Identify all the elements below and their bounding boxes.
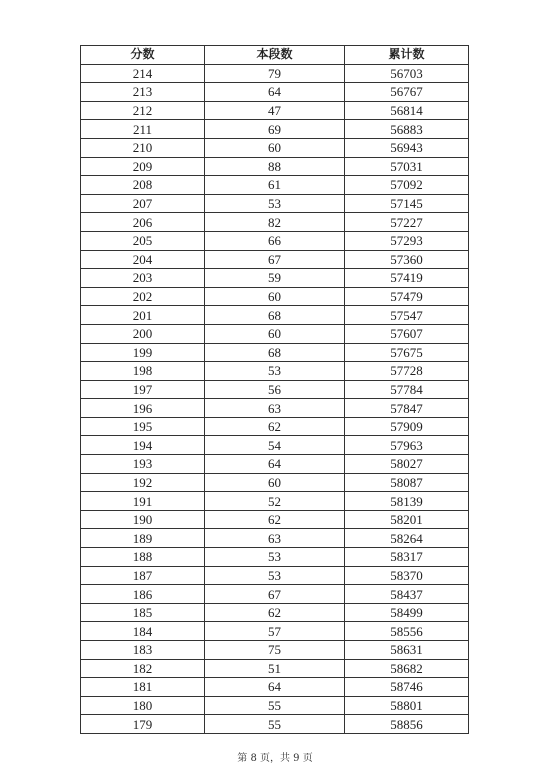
score-cell: 202 [81,287,205,306]
segment-count-cell: 79 [205,64,345,83]
cumulative-count-cell: 57419 [345,269,469,288]
score-cell: 204 [81,250,205,269]
score-cell: 196 [81,399,205,418]
table-row [81,194,469,213]
cumulative-count-cell: 57360 [345,250,469,269]
cumulative-count-cell: 57145 [345,194,469,213]
header-cumulative-count: 累计数 [345,46,469,65]
cumulative-count-cell: 58801 [345,696,469,715]
cumulative-count-cell: 58856 [345,715,469,734]
table-row [81,603,469,622]
table-row [81,324,469,343]
table-row [81,287,469,306]
table-row [81,417,469,436]
score-distribution-table [80,45,469,734]
segment-count-cell: 56 [205,380,345,399]
cumulative-count-cell: 58317 [345,548,469,567]
segment-count-cell: 88 [205,157,345,176]
table-row [81,362,469,381]
cumulative-count-cell: 57092 [345,176,469,195]
segment-count-cell: 75 [205,641,345,660]
segment-count-cell: 52 [205,492,345,511]
segment-count-cell: 66 [205,231,345,250]
cumulative-count-cell: 57909 [345,417,469,436]
segment-count-cell: 51 [205,659,345,678]
cumulative-count-cell: 57479 [345,287,469,306]
cumulative-count-cell: 56703 [345,64,469,83]
score-cell: 183 [81,641,205,660]
cumulative-count-cell: 58087 [345,473,469,492]
score-cell: 209 [81,157,205,176]
cumulative-count-cell: 58499 [345,603,469,622]
segment-count-cell: 68 [205,306,345,325]
score-cell: 210 [81,138,205,157]
segment-count-cell: 54 [205,436,345,455]
table-row [81,622,469,641]
score-cell: 187 [81,566,205,585]
table-row [81,101,469,120]
segment-count-cell: 53 [205,548,345,567]
score-cell: 212 [81,101,205,120]
segment-count-cell: 61 [205,176,345,195]
cumulative-count-cell: 58370 [345,566,469,585]
table-row [81,380,469,399]
score-cell: 181 [81,678,205,697]
segment-count-cell: 60 [205,473,345,492]
cumulative-count-cell: 58746 [345,678,469,697]
cumulative-count-cell: 57847 [345,399,469,418]
segment-count-cell: 67 [205,585,345,604]
segment-count-cell: 59 [205,269,345,288]
table-row [81,548,469,567]
table-row [81,585,469,604]
table-row [81,641,469,660]
score-cell: 185 [81,603,205,622]
score-cell: 194 [81,436,205,455]
score-cell: 201 [81,306,205,325]
table-row [81,213,469,232]
table-row [81,473,469,492]
score-cell: 208 [81,176,205,195]
table-row [81,343,469,362]
score-cell: 193 [81,455,205,474]
score-cell: 188 [81,548,205,567]
table-row [81,436,469,455]
segment-count-cell: 60 [205,287,345,306]
cumulative-count-cell: 57675 [345,343,469,362]
cumulative-count-cell: 58437 [345,585,469,604]
table-row [81,64,469,83]
segment-count-cell: 57 [205,622,345,641]
table-row [81,231,469,250]
header-segment-count: 本段数 [205,46,345,65]
segment-count-cell: 68 [205,343,345,362]
score-cell: 207 [81,194,205,213]
cumulative-count-cell: 58027 [345,455,469,474]
score-cell: 186 [81,585,205,604]
cumulative-count-cell: 57031 [345,157,469,176]
cumulative-count-cell: 58682 [345,659,469,678]
segment-count-cell: 64 [205,83,345,102]
cumulative-count-cell: 58631 [345,641,469,660]
table-row [81,678,469,697]
segment-count-cell: 60 [205,138,345,157]
score-cell: 179 [81,715,205,734]
score-cell: 190 [81,510,205,529]
cumulative-count-cell: 57227 [345,213,469,232]
cumulative-count-cell: 56814 [345,101,469,120]
score-cell: 195 [81,417,205,436]
table-header-row [81,46,469,65]
score-cell: 214 [81,64,205,83]
score-cell: 205 [81,231,205,250]
segment-count-cell: 82 [205,213,345,232]
cumulative-count-cell: 58201 [345,510,469,529]
cumulative-count-cell: 56943 [345,138,469,157]
cumulative-count-cell: 57607 [345,324,469,343]
table-row [81,157,469,176]
segment-count-cell: 62 [205,417,345,436]
table-row [81,455,469,474]
score-cell: 192 [81,473,205,492]
header-score: 分数 [81,46,205,65]
segment-count-cell: 47 [205,101,345,120]
table-row [81,715,469,734]
table-row [81,176,469,195]
score-cell: 182 [81,659,205,678]
table-row [81,529,469,548]
table-row [81,306,469,325]
cumulative-count-cell: 58139 [345,492,469,511]
segment-count-cell: 62 [205,510,345,529]
segment-count-cell: 62 [205,603,345,622]
score-cell: 184 [81,622,205,641]
segment-count-cell: 64 [205,455,345,474]
segment-count-cell: 53 [205,194,345,213]
cumulative-count-cell: 57547 [345,306,469,325]
table-row [81,269,469,288]
score-cell: 211 [81,120,205,139]
table-row [81,250,469,269]
score-cell: 197 [81,380,205,399]
score-cell: 199 [81,343,205,362]
table-row [81,492,469,511]
segment-count-cell: 53 [205,566,345,585]
cumulative-count-cell: 57963 [345,436,469,455]
score-cell: 206 [81,213,205,232]
table-row [81,510,469,529]
segment-count-cell: 55 [205,715,345,734]
cumulative-count-cell: 57293 [345,231,469,250]
cumulative-count-cell: 57728 [345,362,469,381]
segment-count-cell: 64 [205,678,345,697]
segment-count-cell: 67 [205,250,345,269]
table-row [81,399,469,418]
cumulative-count-cell: 57784 [345,380,469,399]
score-cell: 213 [81,83,205,102]
score-cell: 203 [81,269,205,288]
table-row [81,566,469,585]
segment-count-cell: 53 [205,362,345,381]
table-row [81,138,469,157]
cumulative-count-cell: 58264 [345,529,469,548]
segment-count-cell: 69 [205,120,345,139]
score-cell: 198 [81,362,205,381]
segment-count-cell: 63 [205,399,345,418]
cumulative-count-cell: 56767 [345,83,469,102]
table-body [81,64,469,733]
table-row [81,120,469,139]
segment-count-cell: 55 [205,696,345,715]
table-row [81,659,469,678]
table-row [81,696,469,715]
score-cell: 189 [81,529,205,548]
segment-count-cell: 63 [205,529,345,548]
score-cell: 180 [81,696,205,715]
page-footer: 第 8 页，共 9 页 [237,753,313,764]
score-cell: 191 [81,492,205,511]
score-cell: 200 [81,324,205,343]
cumulative-count-cell: 58556 [345,622,469,641]
cumulative-count-cell: 56883 [345,120,469,139]
table-row [81,83,469,102]
segment-count-cell: 60 [205,324,345,343]
